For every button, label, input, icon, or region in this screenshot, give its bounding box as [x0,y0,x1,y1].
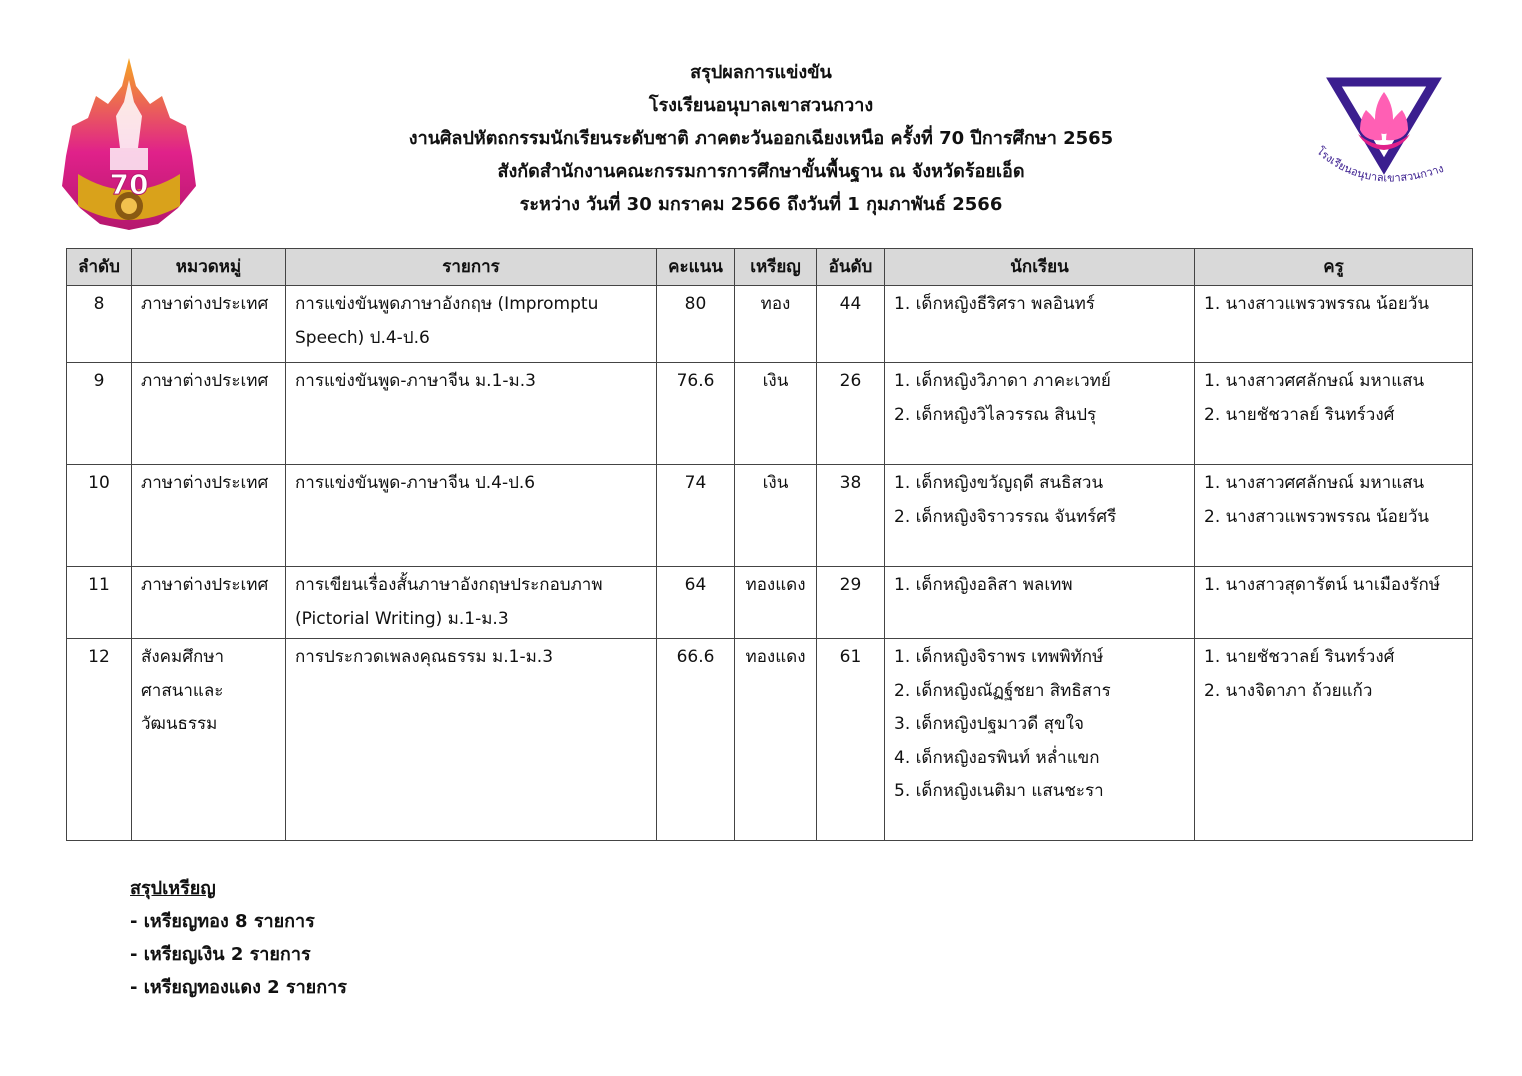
event-70-logo [58,56,200,232]
event-line: การแข่งขันพูด-ภาษาจีน ม.1-ม.3 [295,371,536,391]
event-line: การแข่งขันพูด-ภาษาจีน ป.4-ป.6 [295,473,536,493]
cell-students [885,363,1195,465]
header-students: นักเรียน [885,249,1195,286]
cell-rank: 44 [817,286,885,363]
cell-rank: 26 [817,363,885,465]
category-line: ภาษาต่างประเทศ [141,473,269,493]
cell-score: 64 [657,567,735,639]
header-school: โรงเรียนอนุบาลเขาสวนกวาง [648,95,874,116]
cell-category [132,639,286,841]
table-row [67,286,1473,363]
table-row [67,567,1473,639]
header-event: รายการ [286,249,657,286]
category-line: วัฒนธรรม [141,714,218,734]
header-rank: อันดับ [817,249,885,286]
results-table [66,248,1473,841]
cell-category [132,465,286,567]
cell-teachers [1195,363,1473,465]
student-line: 1. เด็กหญิงอลิสา พลเทพ [894,575,1073,595]
event-line: การประกวดเพลงคุณธรรม ม.1-ม.3 [295,647,554,667]
header-organization: สังกัดสำนักงานคณะกรรมการการศึกษาขั้นพื้นฐาน ณ จังหวัดร้อยเอ็ด [497,161,1025,182]
cell-no: 12 [67,639,132,841]
cell-rank: 38 [817,465,885,567]
event-line: Speech) ป.4-ป.6 [295,327,430,348]
student-line: 1. เด็กหญิงขวัญฤดี สนธิสวน [894,473,1104,493]
cell-medal: ทองแดง [735,567,817,639]
cell-rank: 29 [817,567,885,639]
header-category: หมวดหมู่ [132,249,286,286]
student-line: 4. เด็กหญิงอรพินท์ หล่ำแขก [894,747,1100,768]
summary-silver: - เหรียญเงิน 2 รายการ [130,944,311,965]
header-score: คะแนน [657,249,735,286]
cell-medal: เงิน [735,465,817,567]
cell-score: 76.6 [657,363,735,465]
teacher-line: 1. นางสาวศศลักษณ์ มหาแสน [1204,473,1425,493]
cell-event [286,363,657,465]
student-line: 2. เด็กหญิงวิไลวรรณ สินปรุ [894,404,1097,425]
cell-event [286,465,657,567]
teacher-line: 1. นางสาวแพรวพรรณ น้อยวัน [1204,294,1430,314]
cell-event [286,286,657,363]
cell-category [132,567,286,639]
category-line: ภาษาต่างประเทศ [141,371,269,391]
category-line: ศาสนาและ [141,680,224,701]
teacher-line: 1. นางสาวสุดารัตน์ นาเมืองรักษ์ [1204,575,1441,595]
cell-rank: 61 [817,639,885,841]
cell-teachers [1195,286,1473,363]
cell-no: 11 [67,567,132,639]
teacher-line: 2. นายชัชวาลย์ รินทร์วงศ์ [1204,404,1395,425]
cell-teachers [1195,465,1473,567]
cell-students [885,567,1195,639]
event-line: (Pictorial Writing) ม.1-ม.3 [295,608,509,629]
cell-no: 9 [67,363,132,465]
student-line: 1. เด็กหญิงจิราพร เทพพิทักษ์ [894,647,1104,667]
cell-medal: ทอง [735,286,817,363]
student-line: 2. เด็กหญิงจิราวรรณ จันทร์ศรี [894,506,1117,527]
table-row [67,465,1473,567]
student-line: 2. เด็กหญิงณัฏฐ์ชยา สิทธิสาร [894,680,1111,701]
category-line: สังคมศึกษา [141,647,225,667]
table-row [67,639,1473,841]
cell-score: 66.6 [657,639,735,841]
school-lotus-logo [1310,74,1456,200]
header-dates: ระหว่าง วันที่ 30 มกราคม 2566 ถึงวันที่ 1 กุมภาพันธ์ 2566 [519,194,1003,215]
summary-gold: - เหรียญทอง 8 รายการ [130,911,315,932]
cell-score: 74 [657,465,735,567]
header-medal: เหรียญ [735,249,817,286]
summary-title: สรุปเหรียญ [130,878,216,899]
cell-students [885,465,1195,567]
cell-event [286,567,657,639]
cell-event [286,639,657,841]
cell-medal: เงิน [735,363,817,465]
cell-students [885,286,1195,363]
header-event: งานศิลปหัตถกรรมนักเรียนระดับชาติ ภาคตะวันออกเฉียงเหนือ ครั้งที่ 70 ปีการศึกษา 2565 [408,128,1114,149]
cell-no: 8 [67,286,132,363]
student-line: 5. เด็กหญิงเนติมา แสนชะรา [894,781,1104,801]
header-no: ลำดับ [67,249,132,286]
header-teachers: ครู [1195,249,1473,286]
teacher-line: 1. นางสาวศศลักษณ์ มหาแสน [1204,371,1425,391]
event-line: การเขียนเรื่องสั้นภาษาอังกฤษประกอบภาพ [295,575,603,595]
teacher-line: 1. นายชัชวาลย์ รินทร์วงศ์ [1204,647,1395,667]
logo-school-name: โรงเรียนอนุบาลเขาสวนกวาง [1314,144,1446,185]
student-line: 1. เด็กหญิงวิภาดา ภาคะเวทย์ [894,371,1111,391]
event-line: การแข่งขันพูดภาษาอังกฤษ (Impromptu [295,294,599,314]
student-line: 1. เด็กหญิงธีริศรา พลอินทร์ [894,294,1095,314]
cell-score: 80 [657,286,735,363]
teacher-line: 2. นางจิดาภา ถ้วยแก้ว [1204,680,1373,701]
cell-category [132,363,286,465]
summary-bronze: - เหรียญทองแดง 2 รายการ [130,977,347,998]
cell-teachers [1195,639,1473,841]
table-header-row [67,249,1473,286]
teacher-line: 2. นางสาวแพรวพรรณ น้อยวัน [1204,506,1430,527]
student-line: 3. เด็กหญิงปฐมาวดี สุขใจ [894,714,1084,734]
header-title: สรุปผลการแข่งขัน [690,62,832,83]
logo-number: 70 [109,168,149,201]
cell-no: 10 [67,465,132,567]
cell-students [885,639,1195,841]
category-line: ภาษาต่างประเทศ [141,294,269,314]
category-line: ภาษาต่างประเทศ [141,575,269,595]
cell-category [132,286,286,363]
cell-medal: ทองแดง [735,639,817,841]
cell-teachers [1195,567,1473,639]
medal-summary [130,872,347,1004]
document-header [300,56,1222,221]
table-row [67,363,1473,465]
